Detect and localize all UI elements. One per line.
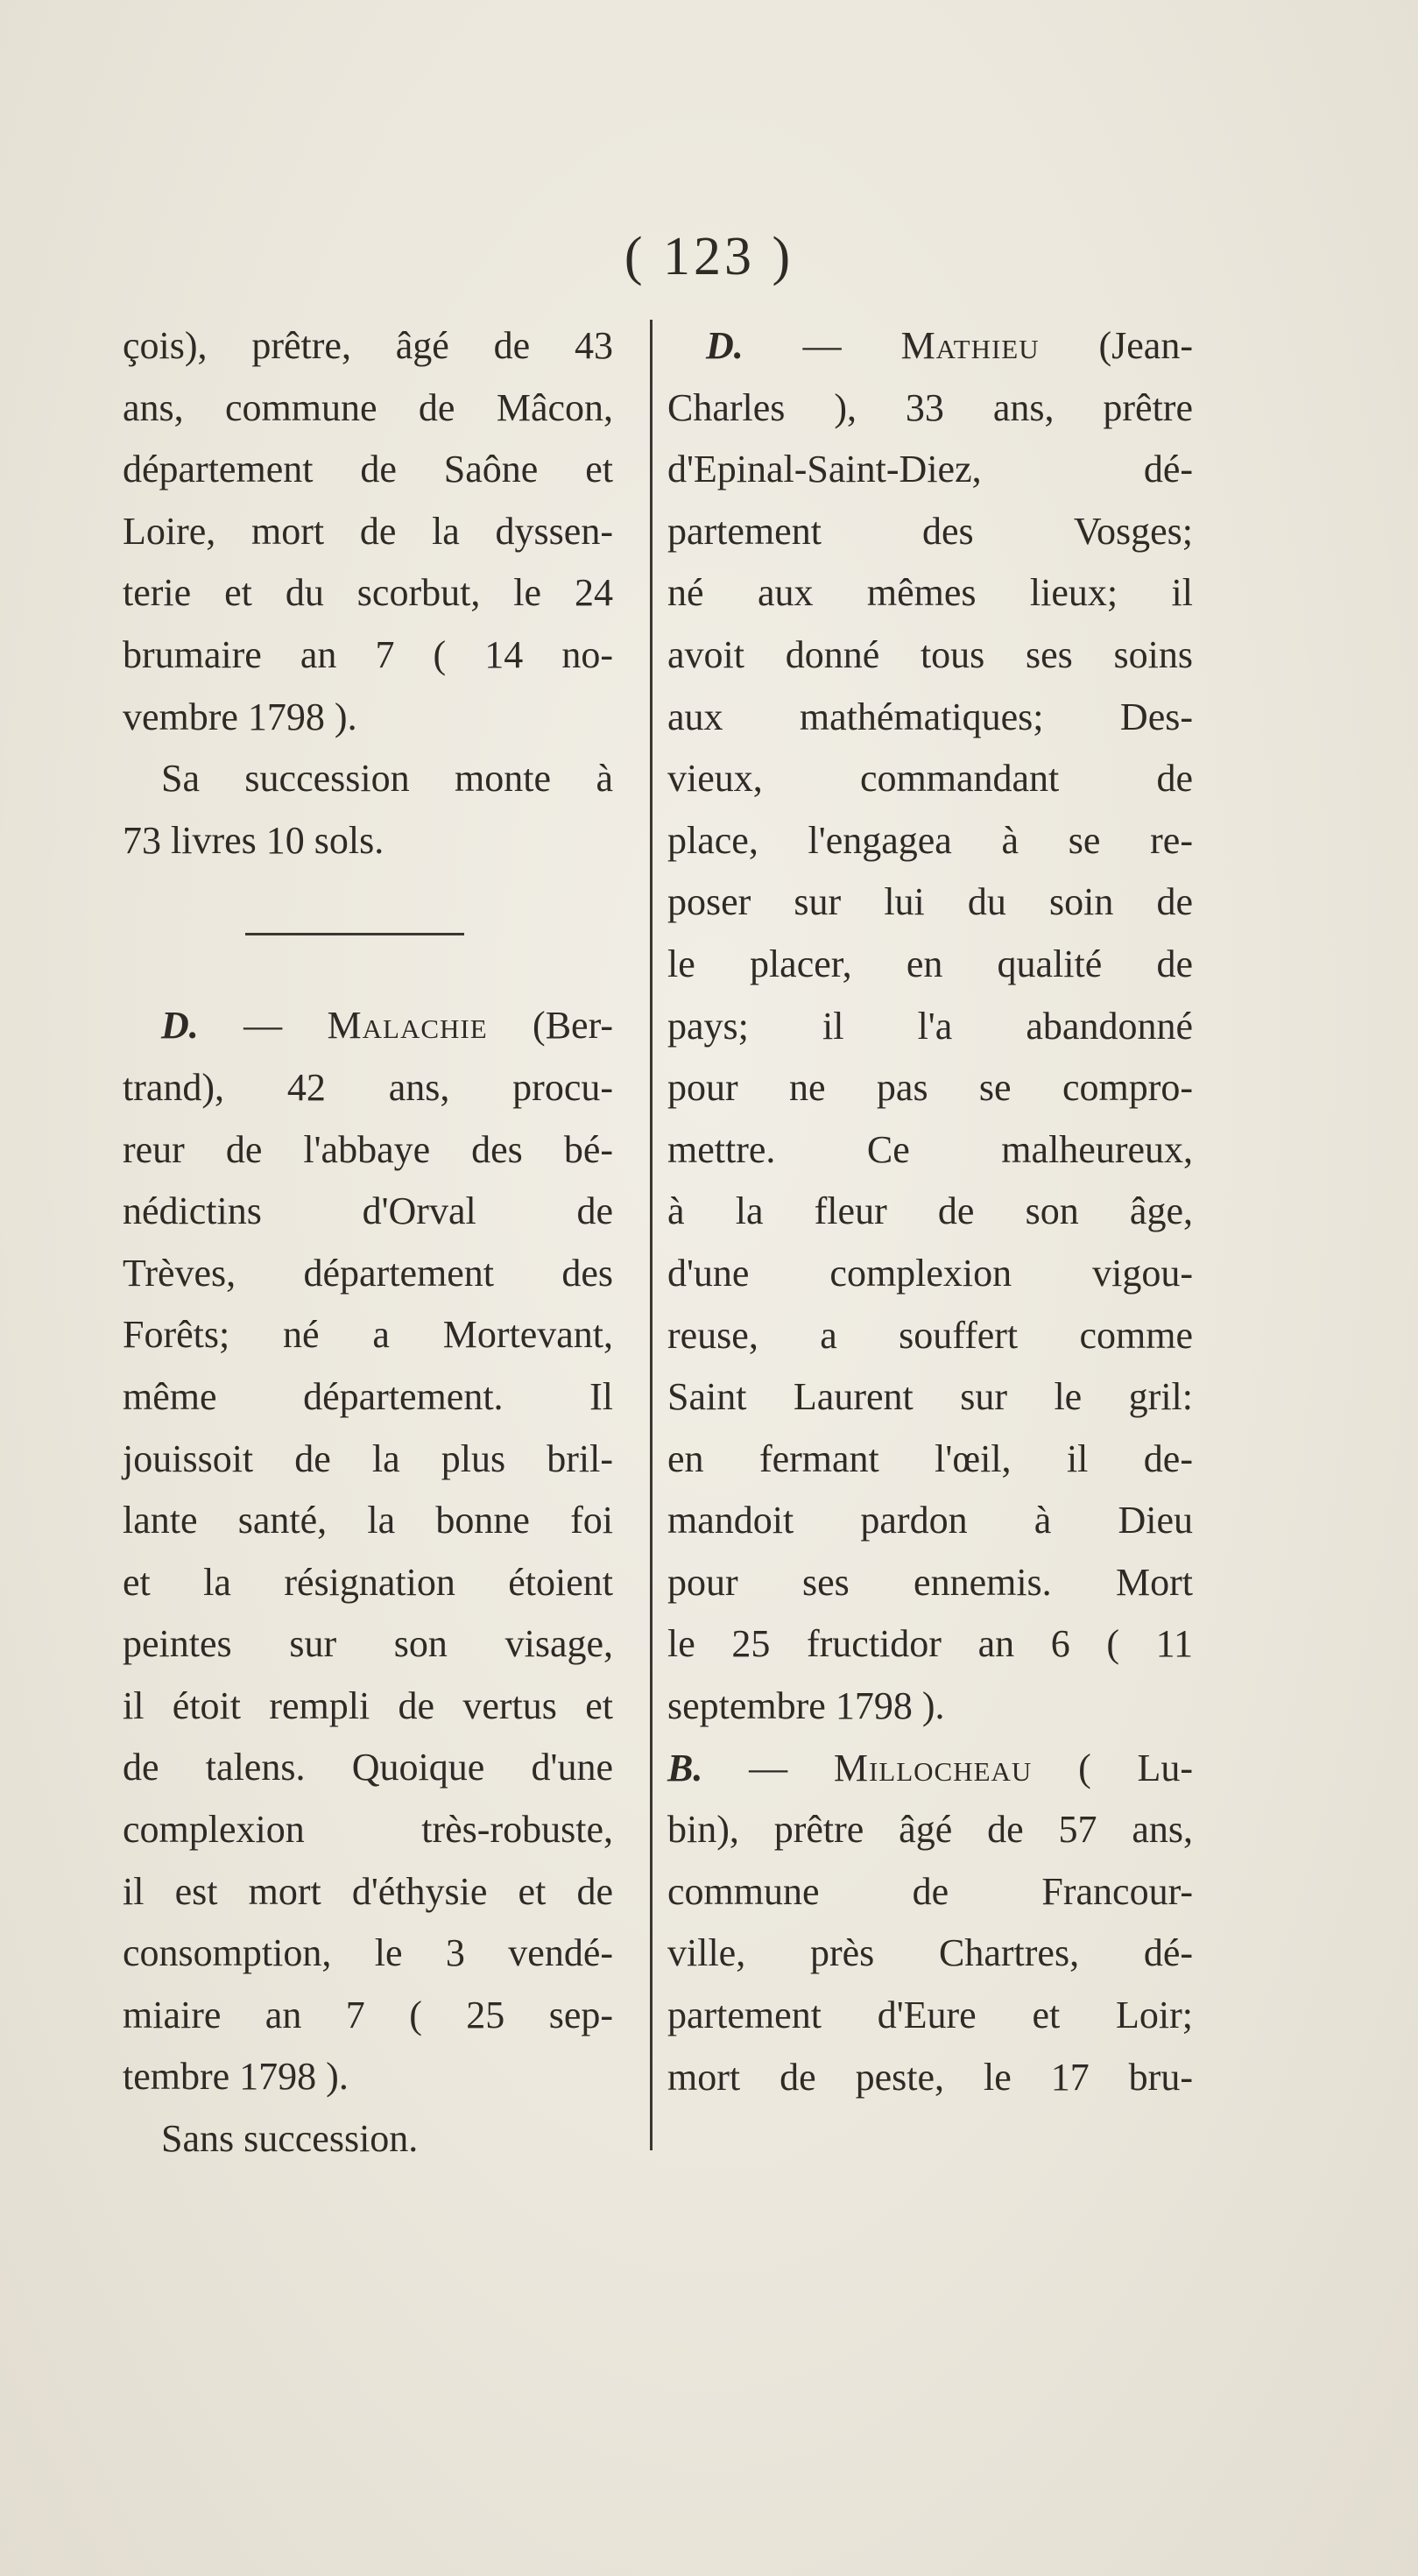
entry-dash: — <box>702 1746 834 1789</box>
text-line: pour ses ennemis. Mort <box>667 1560 1193 1604</box>
text-line: trand), 42 ans, procu- <box>123 1065 613 1109</box>
text-line: partement des Vosges; <box>667 509 1193 553</box>
entry-name: Mathieu <box>900 324 1040 367</box>
text-line: poser sur lui du soin de <box>667 880 1193 924</box>
text-line: complexion très-robuste, <box>123 1808 613 1852</box>
text-line: mandoit pardon à Dieu <box>667 1499 1193 1542</box>
text-line: pour ne pas se compro- <box>667 1066 1193 1110</box>
entry-continuation <box>123 315 613 872</box>
text-line: lante santé, la bonne foi <box>123 1499 613 1542</box>
text-line: il est mort d'éthysie et de <box>123 1869 613 1913</box>
column-divider <box>650 320 653 2150</box>
entry-heading-line <box>123 995 613 1057</box>
text-line: le 25 fructidor an 6 ( 11 <box>667 1622 1193 1666</box>
text-line: Loire, mort de la dyssen- <box>123 509 613 553</box>
text-line: Charles ), 33 ans, prêtre <box>667 385 1193 429</box>
text-line: le placer, en qualité de <box>667 942 1193 985</box>
entry-heading-rest: (Ber- <box>487 1004 614 1048</box>
text-line: à la fleur de son âge, <box>667 1189 1193 1233</box>
text-line: miaire an 7 ( 25 sep- <box>123 1993 613 2036</box>
text-line: reur de l'abbaye des bé- <box>123 1127 613 1171</box>
text-line: partement d'Eure et Loir; <box>667 1994 1193 2037</box>
text-line: tembre 1798 ). <box>123 2055 349 2099</box>
entry-name: Malachie <box>327 1004 488 1048</box>
text-line: terie et du scorbut, le 24 <box>123 571 613 615</box>
text-line: septembre 1798 ). <box>667 1684 945 1728</box>
text-line: né aux mêmes lieux; il <box>667 571 1193 615</box>
entry-mathieu <box>667 315 1193 1738</box>
entry-marker: D. <box>161 1004 199 1048</box>
succession-line: Sans succession. <box>161 2117 419 2161</box>
entry-malachie <box>123 995 613 2170</box>
text-line: jouissoit de la plus bril- <box>123 1436 613 1480</box>
text-line: de talens. Quoique d'une <box>123 1746 613 1789</box>
text-line: ans, commune de Mâcon, <box>123 385 613 429</box>
text-line: pays; il l'a abandonné <box>667 1004 1193 1048</box>
entry-marker: B. <box>667 1746 703 1789</box>
separator-rule <box>245 933 464 935</box>
text-line: avoit donné tous ses soins <box>667 632 1193 676</box>
text-line: peintes sur son visage, <box>123 1622 613 1666</box>
text-line: mettre. Ce malheureux, <box>667 1127 1193 1171</box>
entry-heading-line <box>667 1738 1193 1800</box>
entry-heading-rest: (Jean- <box>1039 324 1193 367</box>
text-line: nédictins d'Orval de <box>123 1189 613 1233</box>
entry-name: Millocheau <box>833 1746 1033 1789</box>
text-line: même département. Il <box>123 1374 613 1418</box>
text-line: Saint Laurent sur le gril: <box>667 1375 1193 1419</box>
text-line: commune de Francour- <box>667 1869 1193 1913</box>
text-line: département de Saône et <box>123 448 613 491</box>
text-line: d'une complexion vigou- <box>667 1251 1193 1295</box>
succession-line: Sa succession monte à <box>161 757 613 801</box>
text-line: ville, près Chartres, dé- <box>667 1931 1193 1975</box>
text-line: il étoit rempli de vertus et <box>123 1683 613 1727</box>
text-line: Trèves, département des <box>123 1251 613 1295</box>
left-column <box>123 315 613 2170</box>
text-line: mort de peste, le 17 bru- <box>667 2055 1193 2099</box>
text-line: aux mathématiques; Des- <box>667 695 1193 738</box>
text-line: vembre 1798 ). <box>123 695 357 738</box>
section-separator <box>123 872 613 995</box>
text-line: brumaire an 7 ( 14 no- <box>123 632 613 676</box>
entry-marker: D. <box>706 324 744 367</box>
page-number: ( 123 ) <box>624 227 794 286</box>
text-line: et la résignation étoient <box>123 1560 613 1604</box>
entry-heading-rest: ( Lu- <box>1032 1746 1193 1789</box>
text-line: place, l'engagea à se re- <box>667 818 1193 862</box>
text-line: vieux, commandant de <box>667 757 1193 801</box>
right-column <box>667 315 1193 2108</box>
text-line: reuse, a souffert comme <box>667 1313 1193 1357</box>
entry-dash: — <box>743 324 901 367</box>
text-line: d'Epinal-Saint-Diez, dé- <box>667 448 1193 491</box>
text-line: bin), prêtre âgé de 57 ans, <box>667 1808 1193 1852</box>
succession-line: 73 livres 10 sols. <box>123 818 384 862</box>
text-line: çois), prêtre, âgé de 43 <box>123 324 613 367</box>
entry-millocheau <box>667 1738 1193 2109</box>
text-line: en fermant l'œil, il de- <box>667 1436 1193 1480</box>
entry-heading-line <box>667 315 1193 378</box>
text-line: consomption, le 3 vendé- <box>123 1931 613 1975</box>
entry-dash: — <box>198 1004 328 1048</box>
text-line: Forêts; né a Mortevant, <box>123 1313 613 1357</box>
